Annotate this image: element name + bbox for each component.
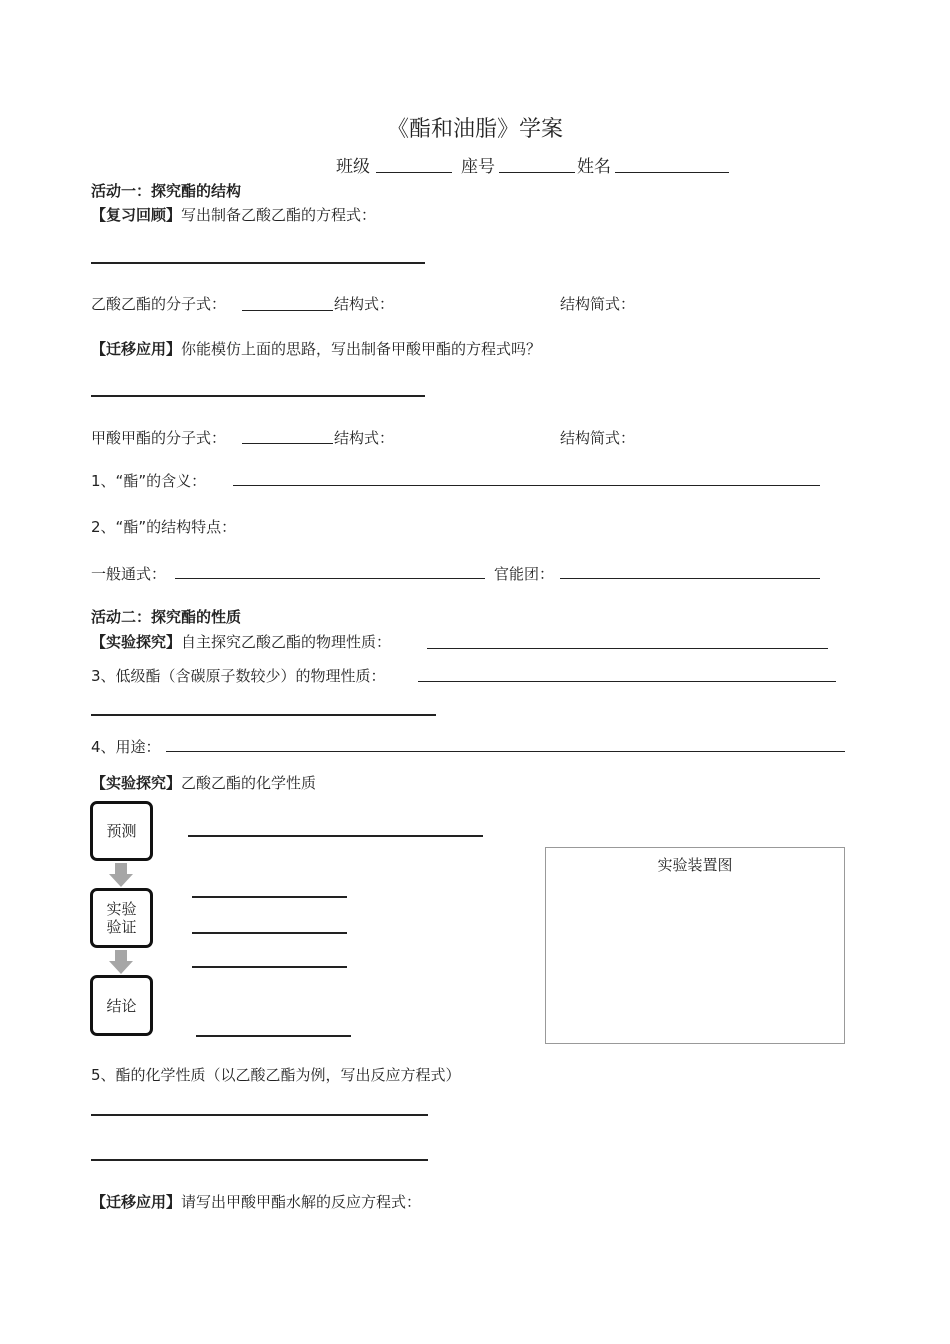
ethyl-simple-structure-label: 结构简式： [560, 295, 636, 313]
verify-label-line1: 实验 [106, 900, 137, 918]
transfer2-line [91, 1191, 421, 1212]
q3-blank-1[interactable] [418, 681, 836, 682]
apparatus-label: 实验装置图 [657, 856, 733, 874]
predict-blank[interactable] [188, 835, 483, 837]
explore-line [91, 631, 391, 652]
predict-label: 预测 [106, 822, 137, 840]
ethyl-formula-label: 乙酸乙酯的分子式： [91, 295, 227, 313]
transfer-tag: 【迁移应用】 [91, 340, 182, 358]
activity2-heading: 活动二：探究酯的性质 [91, 608, 242, 626]
conclusion-label: 结论 [106, 996, 137, 1015]
review-line [91, 204, 376, 225]
page-title: 《酯和油脂》学案 [386, 117, 563, 142]
conclusion-blank[interactable] [196, 1035, 351, 1037]
verify-blank-1[interactable] [192, 896, 347, 898]
name-blank[interactable] [615, 172, 729, 173]
transfer-text: 你能模仿上面的思路，写出制备甲酸甲酯的方程式吗？ [181, 340, 542, 358]
methyl-formula-blank[interactable] [242, 443, 333, 444]
q5-blank-1[interactable] [91, 1114, 428, 1116]
verify-blank-3[interactable] [192, 966, 347, 968]
verify-box [90, 888, 153, 948]
down-arrow-icon [109, 863, 133, 887]
general-formula-label: 一般通式： [91, 565, 167, 583]
explore2-tag: 【实验探究】 [91, 774, 182, 792]
functional-group-label: 官能团： [494, 565, 555, 583]
q4-blank[interactable] [166, 751, 845, 752]
explore2-text: 乙酸乙酯的化学性质 [181, 774, 317, 792]
transfer-line [91, 338, 541, 359]
verify-blank-2[interactable] [192, 932, 347, 934]
class-blank[interactable] [376, 172, 452, 173]
q4-label: 4、用途： [91, 738, 161, 756]
methyl-formate-equation-blank[interactable] [91, 395, 425, 397]
review-text: 写出制备乙酸乙酯的方程式： [181, 206, 377, 224]
down-arrow-icon [109, 950, 133, 974]
methyl-structure-label: 结构式： [334, 429, 395, 447]
verify-label-line2: 验证 [106, 918, 137, 936]
ethyl-structure-label: 结构式： [334, 295, 395, 313]
review-tag: 【复习回顾】 [91, 206, 182, 224]
name-label: 姓名 [577, 157, 611, 177]
apparatus-diagram-frame[interactable] [545, 847, 845, 1044]
q2-label: 2、“酯”的结构特点： [91, 518, 237, 536]
conclusion-box [90, 975, 153, 1036]
transfer2-text: 请写出甲酸甲酯水解的反应方程式： [181, 1193, 422, 1211]
physical-property-blank[interactable] [427, 648, 828, 649]
q3-blank-2[interactable] [91, 714, 436, 716]
general-formula-blank[interactable] [175, 578, 485, 579]
transfer2-tag: 【迁移应用】 [91, 1193, 182, 1211]
activity1-heading: 活动一：探究酯的结构 [91, 182, 242, 200]
q5-blank-2[interactable] [91, 1159, 428, 1161]
q3-label: 3、低级酯（含碳原子数较少）的物理性质： [91, 667, 386, 685]
seat-label: 座号 [461, 157, 495, 177]
class-label: 班级 [336, 157, 370, 177]
q5-label: 5、酯的化学性质（以乙酸乙酯为例，写出反应方程式） [91, 1066, 461, 1084]
explore2-line [91, 772, 316, 793]
ethyl-formula-blank[interactable] [242, 310, 333, 311]
functional-group-blank[interactable] [560, 578, 820, 579]
methyl-simple-structure-label: 结构简式： [560, 429, 636, 447]
ethyl-acetate-equation-blank[interactable] [91, 262, 425, 264]
explore-tag: 【实验探究】 [91, 633, 182, 651]
predict-box [90, 801, 153, 861]
q1-label: 1、“酯”的含义： [91, 472, 207, 490]
q1-blank[interactable] [233, 485, 820, 486]
explore-text: 自主探究乙酸乙酯的物理性质： [181, 633, 392, 651]
methyl-formula-label: 甲酸甲酯的分子式： [91, 429, 227, 447]
seat-blank[interactable] [499, 172, 575, 173]
